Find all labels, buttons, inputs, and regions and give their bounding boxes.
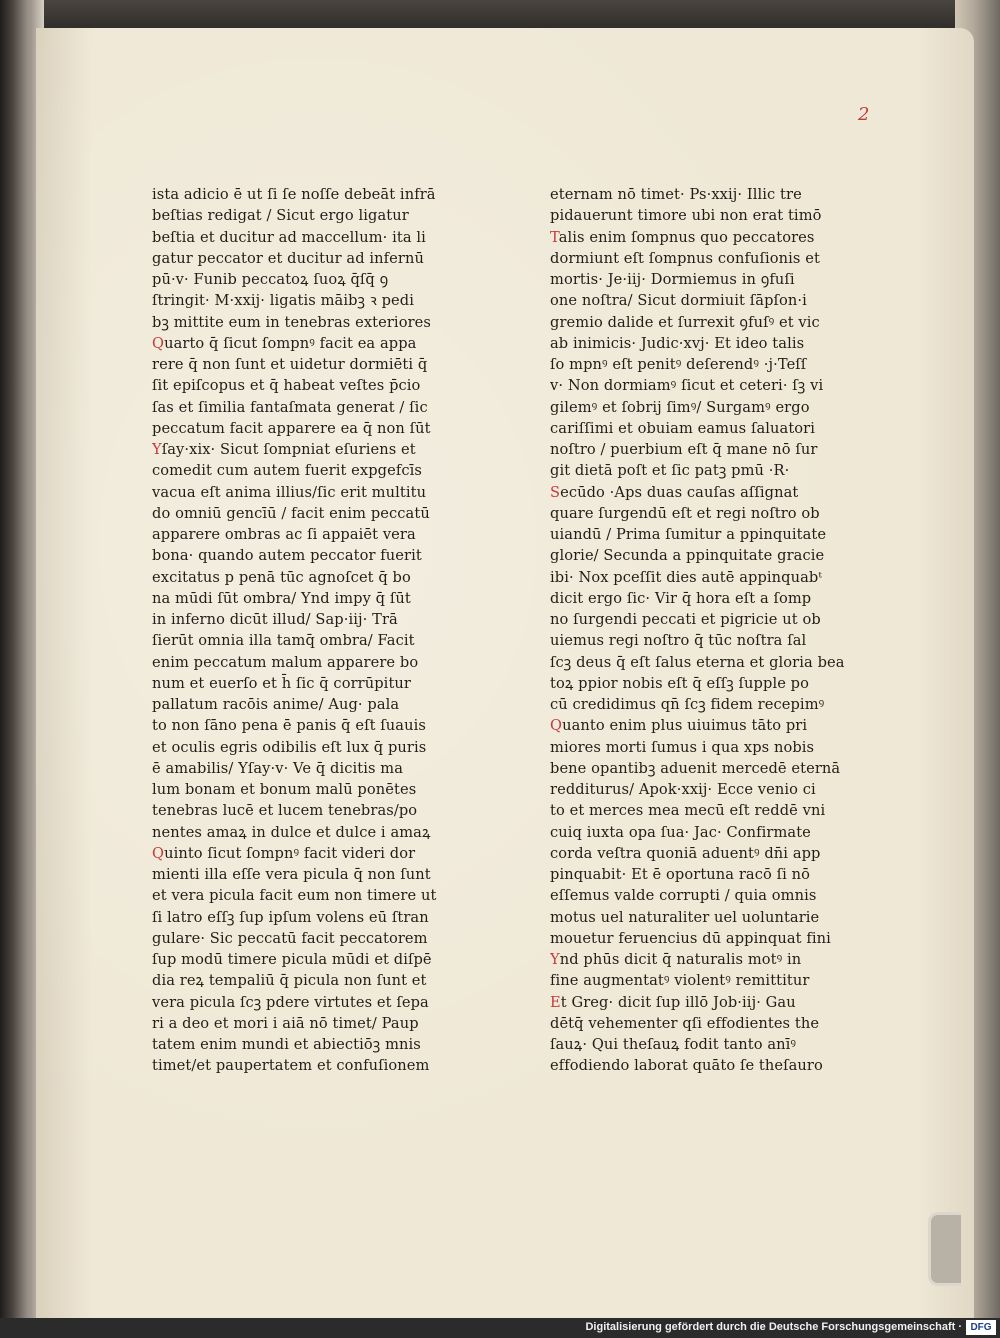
text-line: tatem enim mundi et abiectiōꝫ mnis bbox=[152, 1036, 421, 1053]
text-line: ſo mpnꝰ eſt penitꝰ deſerendꝰ ·j·Teſſ bbox=[550, 356, 807, 373]
text-line: ſit epiſcopus et q̄ habeat veſtes p̄cio bbox=[152, 377, 421, 395]
text-line: ſas et ſimilia fantaſmata generat / ſic bbox=[152, 398, 428, 416]
rubric-initial: S bbox=[550, 483, 561, 501]
rubric-initial: Y bbox=[152, 441, 162, 458]
text-line: to et merces mea mecū eſt reddē vni bbox=[550, 802, 826, 820]
rubric-initial: T bbox=[550, 228, 559, 246]
text-line: bene opantibꝫ aduenit mercedē eternā bbox=[550, 759, 841, 777]
text-line: Quarto q̄ ſicut ſompnꝰ facit ea appa bbox=[152, 334, 417, 352]
text-line: beſtia et ducitur ad maccellum· ita li bbox=[152, 228, 426, 246]
text-line: motus uel naturaliter uel uoluntarie bbox=[550, 908, 820, 926]
text-line: eſſemus valde corrupti / quia omnis bbox=[550, 887, 817, 905]
left-text-column bbox=[152, 184, 487, 1077]
text-line: mortis· Je·iij· Dormiemus in ꝯfuſi bbox=[550, 271, 795, 288]
text-line: dētq̄ vehementer qſi effodientes the bbox=[550, 1014, 820, 1032]
text-line: ſierūt omnia illa tamq̄ ombra/ Facit bbox=[152, 632, 415, 650]
text-line: Talis enim ſompnus quo peccatores bbox=[550, 228, 815, 246]
text-line: effodiendo laborat quāto ſe theſauro bbox=[550, 1057, 823, 1075]
text-line: toꝝ ppior nobis eſt q̄ eſſꝫ ſupple po bbox=[550, 674, 810, 692]
text-line: Secūdo ·Aps duas cauſas aſſignat bbox=[550, 483, 799, 501]
text-line: pidauerunt timore ubi non erat timō bbox=[550, 207, 822, 225]
text-line: gatur peccator et ducitur ad infernū bbox=[152, 249, 424, 267]
text-line: cariſſimi et obuiam eamus ſaluatori bbox=[550, 419, 816, 437]
text-line: bꝫ mittite eum in tenebras exteriores bbox=[152, 313, 431, 331]
text-line: rere q̄ non ſunt et uidetur dormiēti q̄ bbox=[152, 356, 428, 373]
text-line: eternam nō timet· Ps·xxij· Illic tre bbox=[550, 186, 802, 203]
text-line: mienti illa eſſe vera picula q̄ non ſunt bbox=[152, 866, 431, 883]
text-line: ſcꝫ deus q̄ eſt ſalus eterna et gloria bea bbox=[550, 653, 845, 671]
text-line: peccatum facit apparere ea q̄ non ſūt bbox=[152, 419, 431, 437]
text-line: dicit ergo ſic· Vir q̄ hora eſt a ſomp bbox=[550, 589, 812, 607]
text-line: tenebras lucē et lucem tenebras/po bbox=[152, 802, 418, 820]
text-line: pinquabit· Et ē oportuna racō ſi nō bbox=[550, 866, 810, 883]
text-line: v· Non dormiamꝰ ſicut et ceteri· ſꝫ vi bbox=[550, 377, 824, 395]
text-line: cuiq iuxta opa ſua· Jac· Confirmate bbox=[550, 823, 811, 841]
text-line: Quanto enim plus uiuimus tāto pri bbox=[550, 717, 808, 735]
text-line: gulare· Sic peccatū facit peccatorem bbox=[152, 929, 428, 947]
text-line: pū·v· Funib peccatoꝝ ſuoꝝ q̄ſq̄ ꝯ bbox=[152, 271, 389, 288]
text-line: vera picula ſcꝫ pdere virtutes et ſepa bbox=[152, 993, 429, 1011]
text-line: pallatum racōis anime/ Aug· pala bbox=[152, 696, 400, 713]
text-line: ista adicio ē ut ſi ſe noſſe debeāt infrā bbox=[152, 186, 436, 203]
footer-credit: Digitalisierung gefördert durch die Deutsche Forschungsgemeinschaft · bbox=[585, 1321, 962, 1333]
text-line: ibi· Nox pceſſit dies autē appinquabᵗ bbox=[550, 568, 823, 586]
text-line: nentes amaꝝ in dulce et dulce i amaꝝ bbox=[152, 823, 431, 841]
right-text-column bbox=[550, 184, 885, 1077]
book-top-edge bbox=[0, 0, 1000, 30]
rubric-initial: Y bbox=[550, 951, 560, 968]
text-line: Et Greg· dicit ſup illō Job·iij· Gau bbox=[550, 993, 796, 1011]
text-line: apparere ombras ac ſi appaiēt vera bbox=[152, 526, 416, 543]
text-line: ē amabilis/ Yſay·v· Ve q̄ dicitis ma bbox=[152, 759, 404, 777]
text-line: miores morti ſumus i qua xps nobis bbox=[550, 738, 815, 756]
text-line: to non ſāno pena ē panis q̄ eſt ſuauis bbox=[152, 717, 426, 735]
text-line: et oculis egris odibilis eſt lux q̄ puris bbox=[152, 738, 427, 756]
text-line: glorie/ Secunda a ppinquitate gracie bbox=[550, 547, 825, 565]
digitization-footer bbox=[0, 1318, 1000, 1338]
dfg-logo: DFG bbox=[966, 1320, 996, 1335]
text-line: excitatus p penā tūc agnoſcet q̄ bo bbox=[152, 568, 411, 586]
text-line: ab inimicis· Judic·xvj· Et ideo talis bbox=[550, 334, 805, 352]
text-line: vacua eſt anima illius/ſic erit multitu bbox=[152, 483, 427, 501]
text-line: Yſay·xix· Sicut ſompniat eſuriens et bbox=[152, 441, 416, 458]
text-line: Quinto ſicut ſompnꝰ facit videri dor bbox=[152, 844, 416, 862]
text-line: git dietā poſt et ſic patꝫ pmū ·R· bbox=[550, 462, 790, 480]
text-line: ſup modū timere picula mūdi et diſpē bbox=[152, 951, 432, 968]
rubric-initial: Q bbox=[550, 717, 563, 735]
book-clasp bbox=[928, 1212, 961, 1286]
text-line: lum bonam et bonum malū ponētes bbox=[152, 781, 417, 798]
text-line: no ſurgendi peccati et pigricie ut ob bbox=[550, 611, 821, 628]
text-line: ſtringit· M·xxij· ligatis māibꝫ ꝛ pedi bbox=[152, 292, 414, 310]
text-line: one noſtra/ Sicut dormiuit ſāpſon·i bbox=[550, 292, 807, 310]
rubric-initial: Q bbox=[152, 334, 165, 352]
text-line: timet/et paupertatem et confuſionem bbox=[152, 1057, 430, 1075]
text-line: mouetur feruencius dū appinquat fini bbox=[550, 929, 831, 947]
text-line: redditurus/ Apok·xxij· Ecce venio ci bbox=[550, 781, 816, 798]
text-line: quare ſurgendū eſt et regi noſtro ob bbox=[550, 504, 820, 522]
text-line: uiandū / Prima ſumitur a ppinquitate bbox=[550, 526, 827, 543]
text-line: beſtias redigat / Sicut ergo ligatur bbox=[152, 207, 409, 225]
text-line: dia reꝝ tempaliū q̄ picula non ſunt et bbox=[152, 972, 427, 990]
text-line: uiemus regi noſtro q̄ tūc noſtra ſal bbox=[550, 632, 807, 650]
text-line: corda veſtra quoniā aduentꝰ dn̄i app bbox=[550, 844, 821, 862]
text-line: gremio dalide et ſurrexit ꝯfuſꝰ et vic bbox=[550, 313, 820, 331]
text-line: dormiunt eſt ſompnus confuſionis et bbox=[550, 249, 820, 267]
text-line: gilemꝰ et ſobrij ſimꝰ/ Surgamꝰ ergo bbox=[550, 398, 810, 416]
rubric-initial: E bbox=[550, 993, 561, 1011]
text-line: bona· quando autem peccator fuerit bbox=[152, 547, 422, 565]
text-line: num et euerſo et h̄ ſic q̄ corrūpitur bbox=[152, 674, 411, 692]
text-line: fine augmentatꝰ violentꝰ remittitur bbox=[550, 972, 810, 990]
text-line: na mūdi ſūt ombra/ Ynd impy q̄ ſūt bbox=[152, 589, 411, 607]
text-line: et vera picula facit eum non timere ut bbox=[152, 887, 437, 905]
text-line: in inferno dicūt illud/ Sap·iij· Trā bbox=[152, 611, 398, 628]
rubric-initial: Q bbox=[152, 844, 165, 862]
text-line: cū credidimus qn̄ ſcꝫ fidem recepimꝰ bbox=[550, 696, 825, 713]
text-line: ri a deo et mori i aiā nō timet/ Paup bbox=[152, 1014, 419, 1032]
text-line: ſauꝝ· Qui theſauꝝ fodit tanto anīꝰ bbox=[550, 1036, 797, 1053]
text-line: Ynd phūs dicit q̄ naturalis motꝰ in bbox=[550, 951, 802, 968]
text-line: comedit cum autem fuerit expgefcīs bbox=[152, 462, 422, 480]
folio-number: 2 bbox=[858, 104, 870, 125]
text-line: do omniū gencīū / facit enim peccatū bbox=[152, 504, 430, 522]
text-line: enim peccatum malum apparere bo bbox=[152, 653, 419, 671]
text-line: noſtro / puerbium eſt q̄ mane nō ſur bbox=[550, 441, 818, 458]
text-line: ſi latro eſſꝫ ſup ipſum volens eū ſtran bbox=[152, 908, 429, 926]
